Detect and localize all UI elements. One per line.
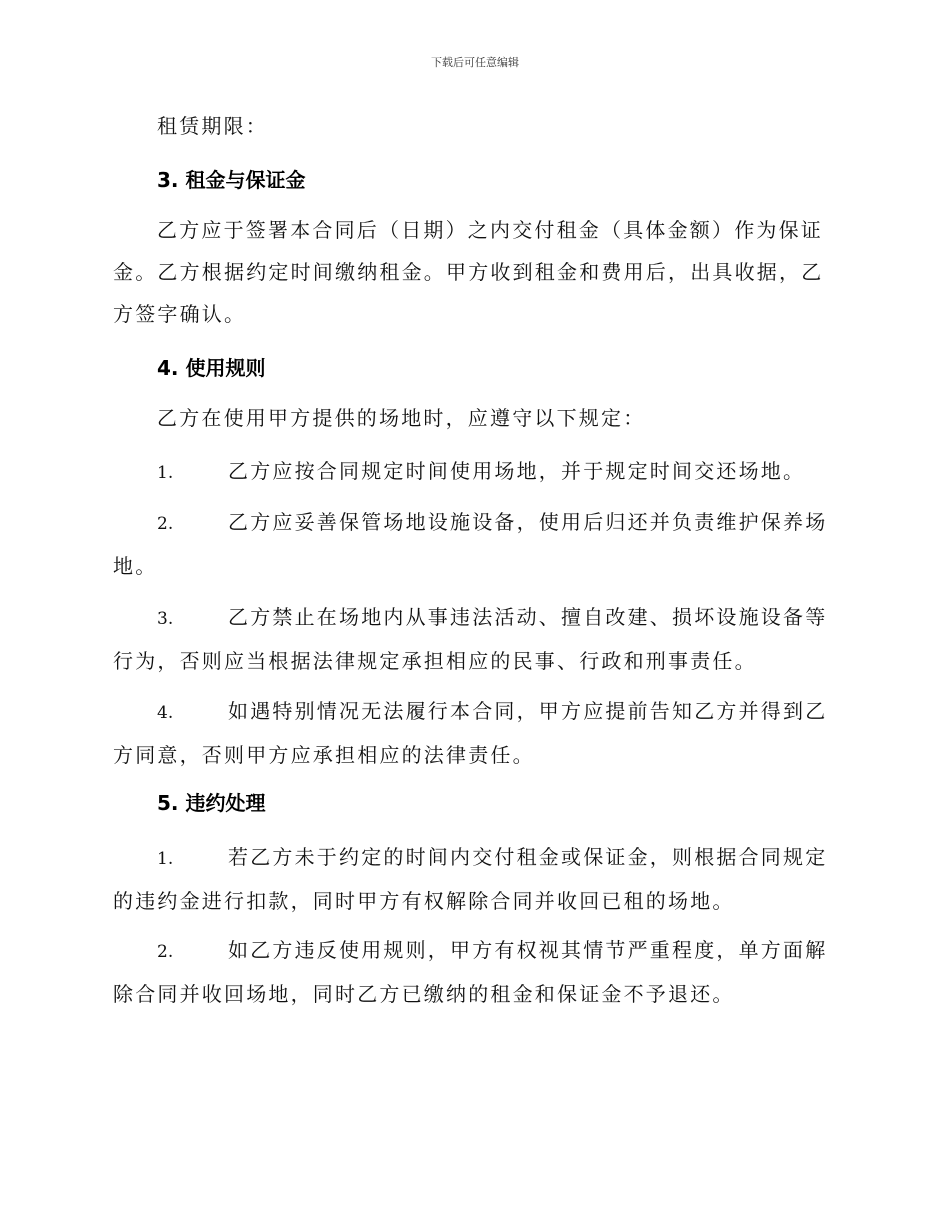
section-3-paragraph: 乙方应于签署本合同后（日期）之内交付租金（具体金额）作为保证金。乙方根据约定时间缴纳租金。甲方收到租金和费用后，出具收据，乙方签字确认。 — [113, 218, 824, 326]
lease-term-label: 租赁期限： — [157, 114, 268, 138]
list-number: 2. — [157, 514, 174, 534]
section-4-item-2 — [113, 501, 833, 587]
list-number: 1. — [157, 849, 174, 869]
list-number: 1. — [157, 463, 174, 483]
list-item-text: 乙方应妥善保管场地设施设备，使用后归还并负责维护保养场地。 — [113, 510, 828, 578]
list-item-text: 如乙方违反使用规则，甲方有权视其情节严重程度，单方面解除合同并收回场地，同时乙方已缴纳的租金和保证金不予退还。 — [113, 938, 828, 1006]
section-4-item-1 — [113, 450, 833, 494]
list-item-text: 乙方禁止在场地内从事违法活动、擅自改建、损坏设施设备等行为，否则应当根据法律规定承担相应的民事、行政和刑事责任。 — [113, 605, 828, 673]
section-4-title: 4. 使用规则 — [157, 356, 266, 380]
page-header-note: 下载后可任意编辑 — [431, 56, 519, 69]
section-5-title: 5. 违约处理 — [157, 791, 266, 815]
section-4-item-3 — [113, 596, 833, 682]
section-3-title: 3. 租金与保证金 — [157, 168, 306, 192]
section-4-item-4 — [113, 690, 833, 776]
section-4-intro: 乙方在使用甲方提供的场地时，应遵守以下规定： — [157, 406, 646, 430]
list-item-text: 若乙方未于约定的时间内交付租金或保证金，则根据合同规定的违约金进行扣款，同时甲方有权解除合同并收回已租的场地。 — [113, 845, 828, 913]
list-number: 2. — [157, 942, 174, 962]
list-item-text: 如遇特别情况无法履行本合同，甲方应提前告知乙方并得到乙方同意，否则甲方应承担相应的法律责任。 — [113, 699, 828, 767]
list-number: 4. — [157, 703, 174, 723]
section-5-item-1 — [113, 836, 833, 922]
section-5-item-2 — [113, 929, 833, 1015]
list-item-text: 乙方应按合同规定时间使用场地，并于规定时间交还场地。 — [228, 459, 806, 483]
list-number: 3. — [157, 609, 174, 629]
